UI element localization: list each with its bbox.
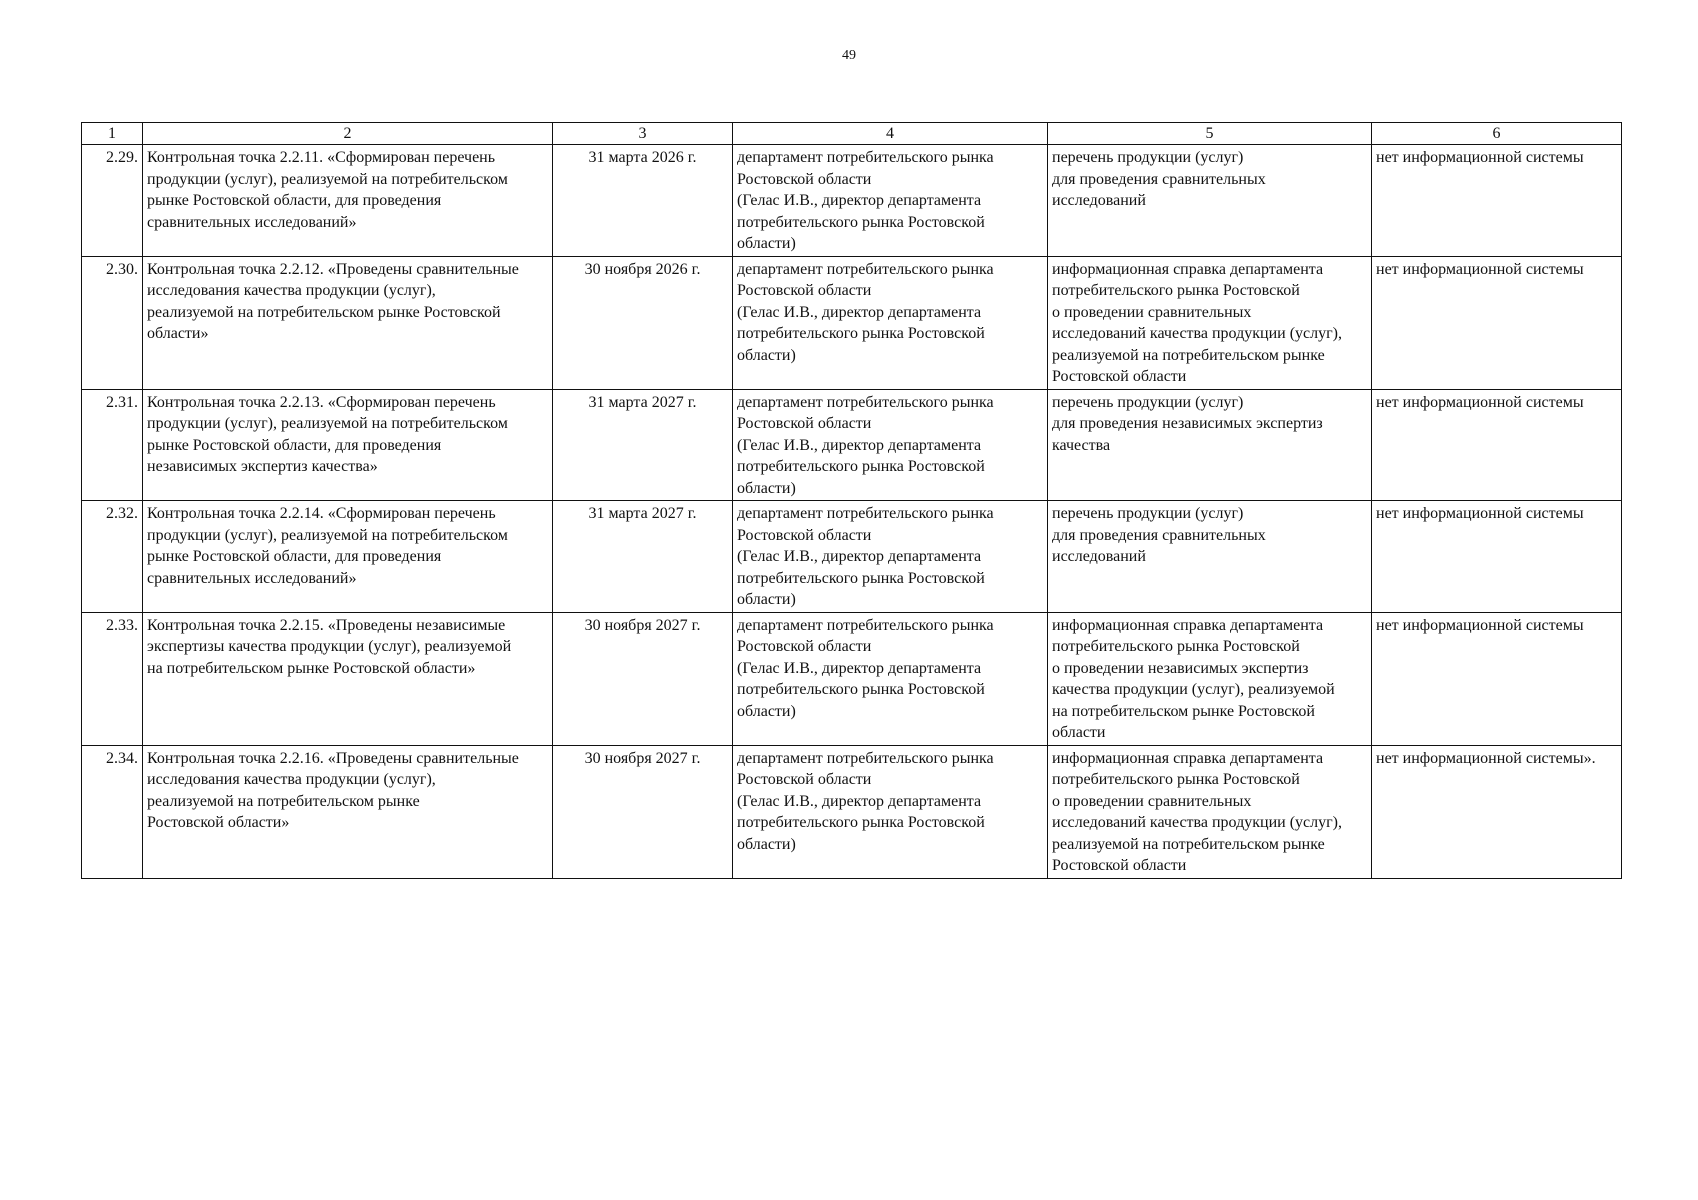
text-line: области [1052,724,1106,741]
text-line: потребительского рынка Ростовской [737,569,985,587]
text-line: Ростовской области [737,638,872,655]
text-line: исследований [1052,192,1146,209]
text-line: потребительского рынка Ростовской [1052,282,1300,299]
table-row [82,612,1622,745]
responsible-executor [733,145,1048,257]
information-system: нет информационной системы [1372,145,1622,257]
text-line: Ростовской области» [147,814,290,831]
information-system: нет информационной системы [1372,501,1622,613]
text-line: сравнительных исследований» [147,569,357,587]
table-row [82,745,1622,878]
text-line: перечень продукции (услуг) [1052,393,1244,411]
control-point-description [143,612,553,745]
responsible-executor [733,389,1048,501]
text-line: области) [737,479,796,497]
text-line: потребительского рынка Ростовской [737,458,985,475]
text-line: области) [737,702,796,720]
text-line: продукции (услуг), реализуемой на потребительском [147,170,508,188]
text-line: Ростовской области [1052,857,1187,874]
text-line: сравнительных исследований» [147,213,357,231]
information-system: нет информационной системы [1372,612,1622,745]
column-header: 3 [553,123,733,145]
column-header: 4 [733,123,1048,145]
responsible-executor [733,612,1048,745]
text-line: исследования качества продукции (услуг), [147,282,436,299]
text-line: качества [1052,436,1111,454]
text-line: на потребительском рынке Ростовской [1052,702,1315,720]
text-line: Контрольная точка 2.2.16. «Проведены сравнительные [147,749,519,767]
row-number: 2.31. [82,389,143,501]
text-line: продукции (услуг), реализуемой на потребительском [147,415,508,432]
text-line: Ростовской области [737,170,872,188]
control-point-description [143,745,553,878]
row-number: 2.32. [82,501,143,613]
result-document [1048,501,1372,613]
text-line: (Гелас И.В., директор департамента [737,436,982,454]
column-header: 2 [143,123,553,145]
control-point-description [143,145,553,257]
text-line: реализуемой на потребительском рынке Ростовской [147,303,501,321]
text-line: потребительского рынка Ростовской [737,325,985,342]
control-point-description [143,256,553,389]
text-line: перечень продукции (услуг) [1052,149,1244,166]
text-line: для проведения независимых экспертиз [1052,415,1323,432]
table-header-row [82,123,1622,145]
text-line: потребительского рынка Ростовской [737,681,985,698]
responsible-executor [733,745,1048,878]
row-number: 2.34. [82,745,143,878]
text-line: потребительского рынка Ростовской [1052,638,1300,655]
text-line: Ростовской области [737,415,872,432]
text-line: департамент потребительского рынка [737,505,994,522]
page-number: 49 [842,48,856,63]
table-row [82,389,1622,501]
text-line: реализуемой на потребительском рынке [1052,346,1325,364]
text-line: рынке Ростовской области, для проведения [147,436,442,454]
text-line: Ростовской области [737,526,872,544]
text-line: (Гелас И.В., директор департамента [737,548,982,565]
text-line: потребительского рынка Ростовской [737,814,985,831]
text-line: исследований [1052,548,1146,565]
column-header: 6 [1372,123,1622,145]
deadline-date: 31 марта 2027 г. [553,501,733,613]
text-line: рынке Ростовской области, для проведения [147,192,442,209]
text-line: качества продукции (услуг), реализуемой [1052,681,1335,698]
text-line: (Гелас И.В., директор департамента [737,792,982,810]
text-line: о проведении сравнительных [1052,303,1252,321]
text-line: Контрольная точка 2.2.15. «Проведены независимые [147,616,506,634]
text-line: (Гелас И.В., директор департамента [737,659,982,677]
text-line: департамент потребительского рынка [737,393,994,411]
text-line: области) [737,235,796,252]
text-line: департамент потребительского рынка [737,749,994,767]
text-line: Ростовской области [737,282,872,299]
text-line: Ростовской области [1052,368,1187,385]
text-line: о проведении независимых экспертиз [1052,659,1309,677]
text-line: Контрольная точка 2.2.13. «Сформирован перечень [147,393,496,411]
text-line: информационная справка департамента [1052,749,1324,767]
control-points-table [81,122,1622,879]
text-line: Контрольная точка 2.2.14. «Сформирован перечень [147,505,496,522]
text-line: экспертизы качества продукции (услуг), реализуемой [147,638,512,655]
text-line: области) [737,346,796,364]
text-line: области) [737,591,796,608]
deadline-date: 30 ноября 2027 г. [553,612,733,745]
text-line: исследования качества продукции (услуг), [147,771,436,788]
deadline-date: 31 марта 2027 г. [553,389,733,501]
text-line: департамент потребительского рынка [737,149,994,166]
text-line: Контрольная точка 2.2.12. «Проведены сравнительные [147,260,519,278]
table-row [82,256,1622,389]
text-line: (Гелас И.В., директор департамента [737,303,982,321]
control-point-description [143,501,553,613]
text-line: Ростовской области [737,771,872,788]
text-line: (Гелас И.В., директор департамента [737,192,982,209]
result-document [1048,389,1372,501]
text-line: области» [147,325,209,342]
row-number: 2.33. [82,612,143,745]
text-line: перечень продукции (услуг) [1052,505,1244,522]
text-line: на потребительском рынке Ростовской области» [147,659,476,677]
text-line: потребительского рынка Ростовской [1052,771,1300,788]
text-line: исследований качества продукции (услуг), [1052,325,1342,342]
text-line: Контрольная точка 2.2.11. «Сформирован перечень [147,149,496,166]
information-system: нет информационной системы». [1372,745,1622,878]
responsible-executor [733,256,1048,389]
text-line: реализуемой на потребительском рынке [1052,835,1325,853]
result-document [1048,745,1372,878]
deadline-date: 30 ноября 2026 г. [553,256,733,389]
responsible-executor [733,501,1048,613]
column-header: 1 [82,123,143,145]
text-line: потребительского рынка Ростовской [737,213,985,231]
text-line: департамент потребительского рынка [737,260,994,278]
column-header: 5 [1048,123,1372,145]
deadline-date: 31 марта 2026 г. [553,145,733,257]
information-system: нет информационной системы [1372,389,1622,501]
result-document [1048,145,1372,257]
row-number: 2.30. [82,256,143,389]
deadline-date: 30 ноября 2027 г. [553,745,733,878]
text-line: реализуемой на потребительском рынке [147,792,420,810]
control-point-description [143,389,553,501]
text-line: для проведения сравнительных [1052,526,1266,544]
table-row [82,501,1622,613]
result-document [1048,612,1372,745]
text-line: о проведении сравнительных [1052,792,1252,810]
text-line: департамент потребительского рынка [737,616,994,634]
text-line: исследований качества продукции (услуг), [1052,814,1342,831]
text-line: информационная справка департамента [1052,260,1324,278]
row-number: 2.29. [82,145,143,257]
text-line: области) [737,835,796,853]
text-line: информационная справка департамента [1052,616,1324,634]
result-document [1048,256,1372,389]
text-line: продукции (услуг), реализуемой на потребительском [147,526,508,544]
text-line: рынке Ростовской области, для проведения [147,548,442,565]
table-row [82,145,1622,257]
information-system: нет информационной системы [1372,256,1622,389]
text-line: для проведения сравнительных [1052,170,1266,188]
text-line: независимых экспертиз качества» [147,458,378,475]
